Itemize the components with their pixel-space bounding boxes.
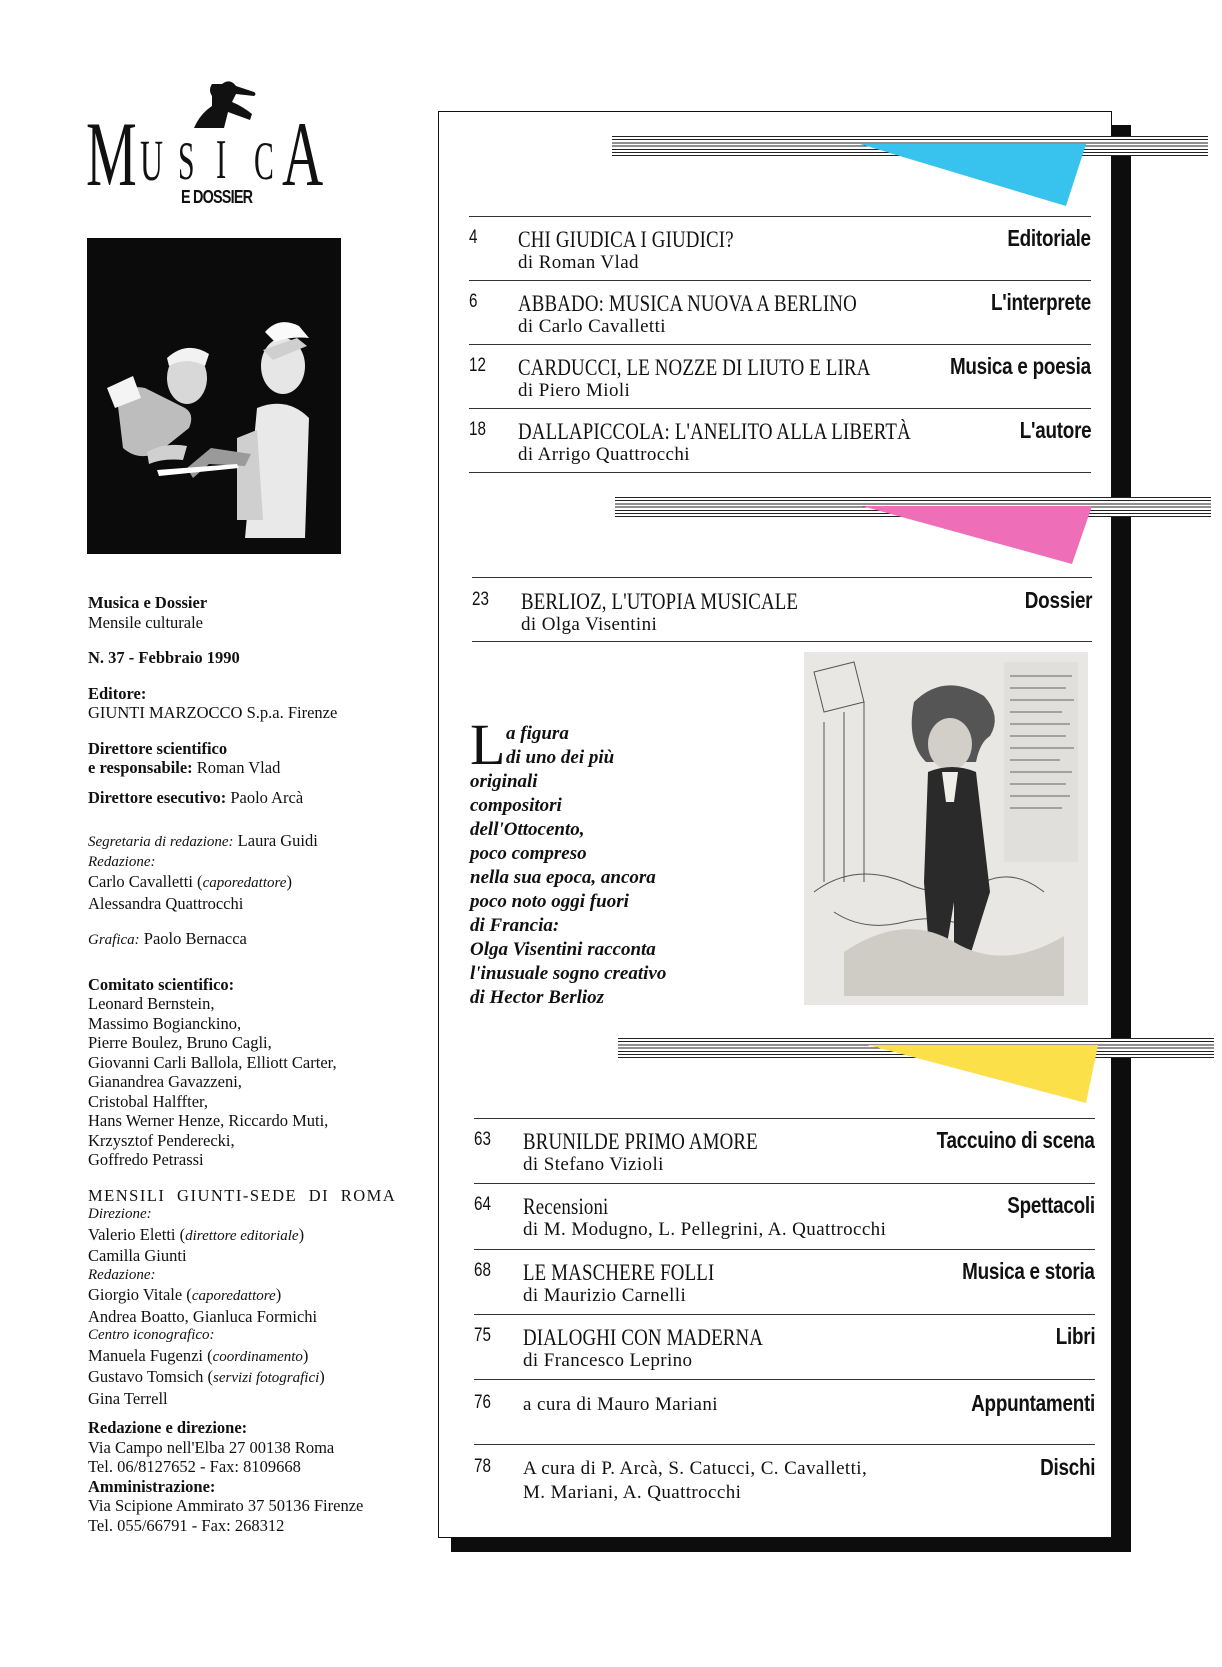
- committee-member: Goffredo Petrassi: [88, 1150, 204, 1169]
- committee-member: Giovanni Carli Ballola, Elliott Carter,: [88, 1052, 337, 1072]
- centro-label: Centro iconografico:: [88, 1327, 215, 1343]
- admin-address: Via Scipione Ammirato 37 50136 Firenze: [88, 1496, 364, 1515]
- scientific-director-label-2: e responsabile:: [88, 758, 193, 777]
- centro-name-2: Gustavo Tomsich (: [88, 1367, 214, 1386]
- logo-letter-c: C: [254, 131, 274, 191]
- direzione-line-2: Camilla Giunti: [88, 1246, 187, 1265]
- intro-line: Olga Visentini racconta: [470, 939, 656, 960]
- toc-rule: [472, 577, 1092, 578]
- toc-author: di Maurizio Carnelli: [523, 1285, 687, 1306]
- toc-page: 76: [474, 1392, 491, 1413]
- toc-author: di Piero Mioli: [518, 380, 631, 401]
- colophon: [88, 593, 428, 1535]
- toc-rule: [469, 408, 1091, 409]
- toc-title: CHI GIUDICA I GIUDICI?: [518, 227, 734, 252]
- rome-heading: MENSILI GIUNTI-SEDE DI ROMA: [88, 1185, 397, 1205]
- committee-member: Cristobal Halffter,: [88, 1091, 209, 1111]
- toc-entry-dossier[interactable]: [472, 589, 1092, 639]
- committee-member: Hans Werner Henze, Riccardo Muti,: [88, 1111, 329, 1130]
- toc-rule: [469, 280, 1091, 281]
- toc-entry[interactable]: [469, 291, 1091, 341]
- intro-line: poco noto oggi fuori: [470, 891, 629, 912]
- toc-page: 63: [474, 1129, 491, 1150]
- intro-line: poco compreso: [470, 843, 587, 864]
- toc-author: di Olga Visentini: [521, 614, 658, 635]
- toc-author: a cura di Mauro Mariani: [523, 1394, 718, 1415]
- committee-label: Comitato scientifico:: [88, 974, 235, 994]
- toc-author: di Roman Vlad: [518, 252, 639, 273]
- toc-page: 6: [469, 291, 478, 312]
- intro-line: dell'Ottocento,: [470, 819, 585, 840]
- toc-title: CARDUCCI, LE NOZZE DI LIUTO E LIRA: [518, 355, 871, 380]
- toc-section: Musica e poesia: [950, 353, 1091, 379]
- toc-entry[interactable]: [469, 227, 1091, 277]
- toc-rule: [474, 1379, 1095, 1380]
- toc-title: BRUNILDE PRIMO AMORE: [523, 1129, 758, 1154]
- secretary-line: [88, 831, 428, 853]
- toc-page: 12: [469, 355, 486, 376]
- toc-author-line-2: M. Mariani, A. Quattrocchi: [523, 1482, 742, 1503]
- centro-line-1: [88, 1346, 428, 1368]
- logo-letter-m: M: [86, 103, 137, 205]
- committee-member: Leonard Bernstein,: [88, 994, 215, 1013]
- logo-letter-i: I: [216, 129, 227, 191]
- toc-page: 64: [474, 1194, 491, 1215]
- toc-rule: [472, 641, 1092, 642]
- toc-title: ABBADO: MUSICA NUOVA A BERLINO: [518, 291, 857, 316]
- editor-label: Editore:: [88, 683, 147, 703]
- toc-section: Editoriale: [1007, 225, 1091, 251]
- toc-section: Libri: [1055, 1323, 1095, 1349]
- conductor-silhouette-icon: [182, 80, 272, 136]
- redazione2-line-2: Andrea Boatto, Gianluca Formichi: [88, 1306, 318, 1326]
- toc-page: 78: [474, 1456, 491, 1477]
- yellow-triangle: [868, 1045, 1100, 1105]
- intro-line: di uno dei più: [506, 747, 615, 768]
- toc-rule: [474, 1314, 1095, 1315]
- centro-end-1: ): [302, 1345, 309, 1365]
- intro-dropcap: L: [470, 712, 506, 777]
- toc-section: Taccuino di scena: [937, 1127, 1095, 1153]
- grafica-value: Paolo Bernacca: [143, 929, 247, 948]
- redazione2-role-1: caporedattore: [191, 1288, 276, 1304]
- admin-label: Amministrazione:: [88, 1476, 216, 1496]
- toc-page: 18: [469, 419, 486, 440]
- toc-entry[interactable]: [474, 1194, 1095, 1244]
- secretary-value: Laura Guidi: [237, 831, 318, 850]
- centro-role-2: servizi fotografici: [213, 1370, 320, 1386]
- toc-title: Recensioni: [523, 1194, 609, 1219]
- scientific-director-label: Direttore scientifico: [88, 738, 228, 758]
- conductor-photo: [87, 238, 341, 554]
- scientific-director-line: [88, 758, 428, 778]
- redazione2-name-1: Giorgio Vitale (: [88, 1285, 192, 1304]
- toc-page: 75: [474, 1325, 491, 1346]
- intro-line: compositori: [470, 795, 562, 816]
- intro-line: originali: [470, 771, 538, 792]
- toc-author: di Francesco Leprino: [523, 1350, 693, 1371]
- logo-letter-u: U: [140, 128, 164, 193]
- toc-rule: [469, 472, 1091, 473]
- grafica-label: Grafica:: [88, 932, 140, 948]
- toc-section: L'autore: [1019, 417, 1091, 443]
- toc-page: 23: [472, 589, 489, 610]
- toc-rule: [474, 1118, 1095, 1119]
- toc-title: DALLAPICCOLA: L'ANELITO ALLA LIBERTÀ: [518, 419, 911, 444]
- committee-member: Krzysztof Penderecki,: [88, 1130, 235, 1150]
- toc-author: di Stefano Vizioli: [523, 1154, 664, 1175]
- magenta-triangle: [862, 506, 1094, 566]
- dossier-intro: [470, 722, 730, 1010]
- toc-section: L'interprete: [990, 289, 1091, 315]
- editor-value: GIUNTI MARZOCCO S.p.a. Firenze: [88, 703, 338, 722]
- centro-name-1: Manuela Fugenzi (: [88, 1345, 213, 1365]
- toc-title: DIALOGHI CON MADERNA: [523, 1325, 764, 1350]
- toc-author: di Arrigo Quattrocchi: [518, 444, 690, 465]
- logo-letter-a: A: [282, 103, 324, 205]
- toc-section: Musica e storia: [962, 1258, 1095, 1284]
- intro-line: l'inusuale sogno creativo: [470, 963, 667, 984]
- intro-line: di Hector Berlioz: [470, 987, 605, 1008]
- toc-entry[interactable]: [474, 1325, 1095, 1375]
- toc-entry[interactable]: [474, 1129, 1095, 1179]
- scientific-director-value: Roman Vlad: [196, 758, 281, 777]
- redazione2-line-1: [88, 1285, 428, 1307]
- redazione-line-2: Alessandra Quattrocchi: [88, 893, 244, 913]
- committee-member: Gianandrea Gavazzeni,: [88, 1072, 242, 1091]
- centro-role-1: coordinamento: [212, 1348, 303, 1365]
- toc-author: A cura di P. Arcà, S. Catucci, C. Cavalletti,: [523, 1458, 868, 1479]
- redazione-name-1: Carlo Cavalletti (: [88, 872, 203, 891]
- direzione-name-1: Valerio Eletti (: [88, 1224, 186, 1244]
- direzione-role-1: direttore editoriale: [185, 1227, 299, 1244]
- toc-page: 68: [474, 1260, 491, 1281]
- toc-author: di Carlo Cavalletti: [518, 316, 666, 337]
- toc-rule: [469, 344, 1091, 345]
- centro-line-3: Gina Terrell: [88, 1388, 168, 1408]
- magazine-type: Mensile culturale: [88, 612, 204, 632]
- magazine-name: Musica e Dossier: [88, 593, 208, 612]
- redazione-line-1: [88, 872, 428, 894]
- toc-entry[interactable]: [474, 1260, 1095, 1310]
- executive-director-label: Direttore esecutivo:: [88, 787, 227, 807]
- redazione2-label: Redazione:: [88, 1266, 156, 1283]
- redazione-end-1: ): [286, 872, 292, 891]
- toc-rule: [469, 216, 1091, 217]
- committee-member: Pierre Boulez, Bruno Cagli,: [88, 1033, 272, 1052]
- toc-author: di M. Modugno, L. Pellegrini, A. Quattrocchi: [523, 1219, 887, 1240]
- office-address: Via Campo nell'Elba 27 00138 Roma: [88, 1437, 335, 1457]
- office-label: Redazione e direzione:: [88, 1418, 248, 1437]
- intro-line: di Francia:: [470, 915, 560, 936]
- cyan-triangle: [860, 144, 1090, 208]
- secretary-label: Segretaria di redazione:: [88, 834, 234, 850]
- toc-section: Spettacoli: [1007, 1192, 1095, 1218]
- centro-line-2: [88, 1367, 428, 1389]
- berlioz-caricature: [804, 652, 1088, 1005]
- executive-director-value: Paolo Arcà: [230, 787, 304, 807]
- toc-page: 4: [469, 227, 478, 248]
- office-phone: Tel. 06/8127652 - Fax: 8109668: [88, 1457, 301, 1476]
- direzione-end-1: ): [298, 1224, 305, 1244]
- masthead-logo: [86, 80, 346, 220]
- intro-line: nella sua epoca, ancora: [470, 867, 656, 888]
- intro-line: a figura: [506, 723, 569, 744]
- toc-rule: [474, 1444, 1095, 1445]
- grafica-line: [88, 929, 428, 951]
- toc-section: Dischi: [1039, 1454, 1095, 1480]
- redazione2-end-1: ): [275, 1285, 282, 1304]
- toc-rule: [474, 1249, 1095, 1250]
- logo-letter-s: S: [178, 131, 195, 191]
- committee-member: Massimo Bogianckino,: [88, 1013, 242, 1033]
- redazione-label: Redazione:: [88, 853, 156, 870]
- executive-director-line: [88, 788, 428, 808]
- direzione-line-1: [88, 1225, 428, 1247]
- direzione-label: Direzione:: [88, 1206, 152, 1222]
- issue-number: N. 37 - Febbraio 1990: [88, 648, 240, 667]
- logo-subtitle: E DOSSIER: [181, 187, 253, 207]
- toc-entry[interactable]: [469, 419, 1091, 469]
- centro-end-2: ): [319, 1367, 325, 1386]
- toc-title: LE MASCHERE FOLLI: [523, 1260, 715, 1285]
- toc-entry[interactable]: [469, 355, 1091, 405]
- toc-rule: [474, 1183, 1095, 1184]
- redazione-role-1: caporedattore: [202, 875, 287, 891]
- toc-title: BERLIOZ, L'UTOPIA MUSICALE: [521, 589, 799, 614]
- toc-section: Appuntamenti: [971, 1390, 1095, 1416]
- toc-entry[interactable]: [474, 1456, 1095, 1512]
- admin-phone: Tel. 055/66791 - Fax: 268312: [88, 1515, 285, 1535]
- toc-entry[interactable]: [474, 1392, 1095, 1432]
- toc-section: Dossier: [1024, 587, 1092, 613]
